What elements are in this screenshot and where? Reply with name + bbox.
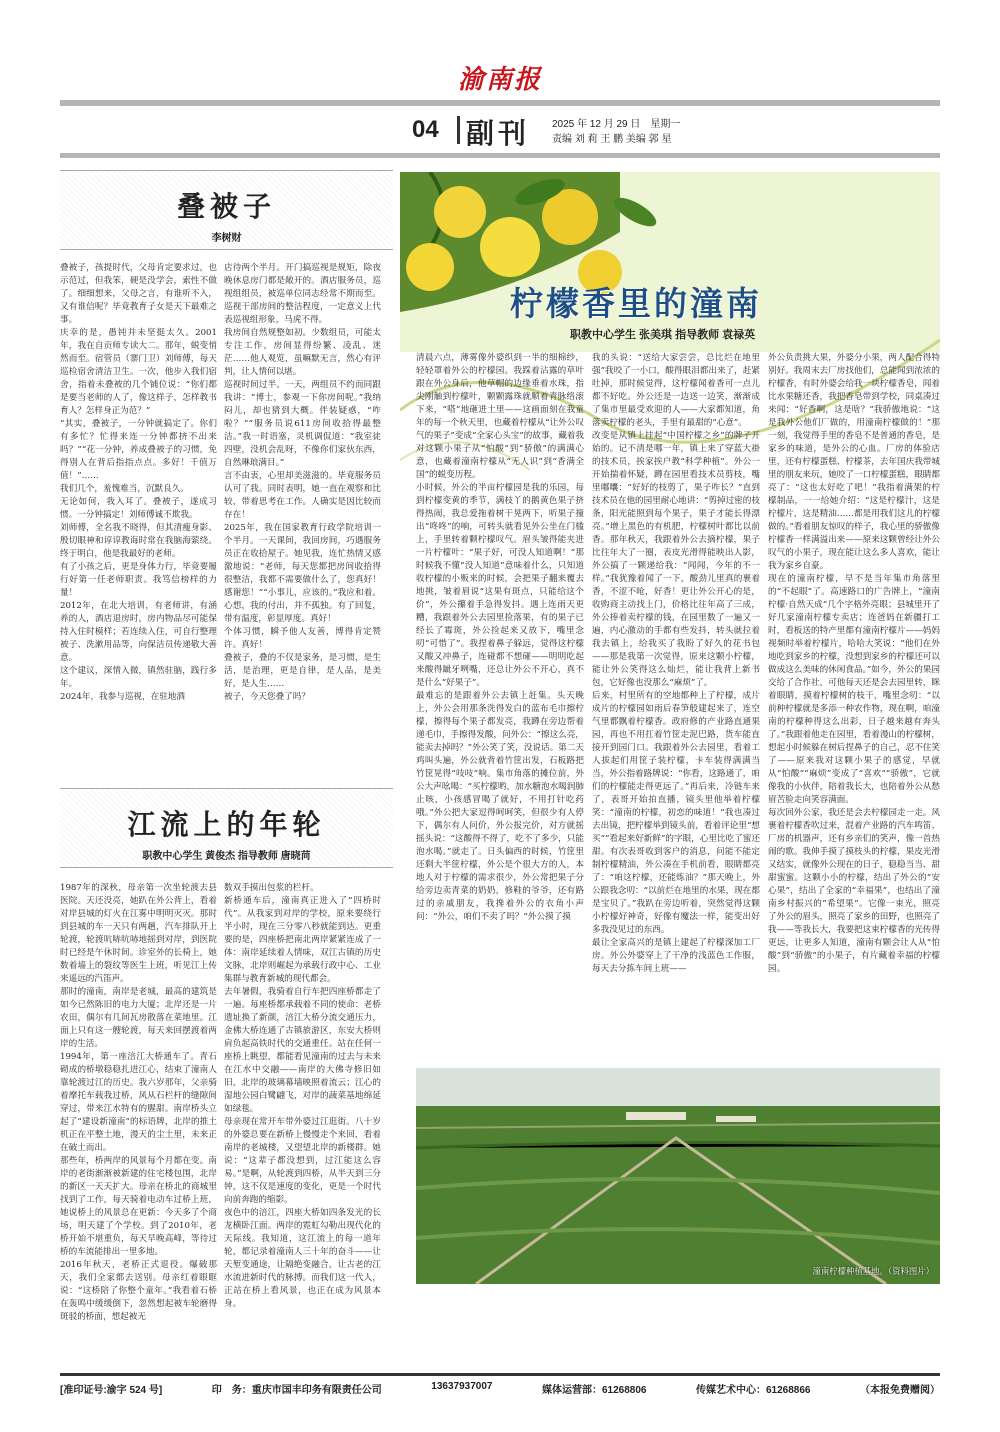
article1-title-box [60,170,393,250]
footer-media: 媒体运营部：61268806 [541,1385,647,1396]
article3-author: 职教中心学生 张美琪 指导教师 袁禄英 [570,329,756,341]
header-rule-bottom [60,153,940,158]
footer-culture: 传媒艺术中心：61268866 [695,1385,811,1396]
article3-column-1: 清晨六点，薄雾像外婆织到一半的细棉纱，轻轻罩着外公的柠檬园。我踩着沾露的草叶跟在外公身后，他草帽的边缘垂着水珠，指尖刚触到柠檬叶，颗颗露珠就顺着青脉络滚下来，“嗒”地砸进土里——这画面刻在我童年的每一个秋天里，也藏着柠檬从“让外公叹气的果子”变成“全家心头宝”的故事，藏着我对这颗小果子从“怕酸”到“骄傲”的满满心意，也藏着潼南柠檬从“无人识”到“香满全国”的蜕变历程。 小时候，外公的半亩柠檬园是我的乐园，每到柠檬变黄的季节，满枝丫的鹅黄色果子挤得热闹，我总爱拖着树干晃两下，听果子撞出“咚咚”的响，可转头就看见外公坐在门槛上，手里转着颗柠檬叹气。眉头皱得能夹进一片柠檬叶：“果子好，可没人知道啊！”那时候我不懂“没人知道”意味着什么，只知道收柠檬的小贩来的时候，会把果子翻来覆去地挑，皱着眉说“这果有斑点，只能给这个价”，外公攥着手急得发抖。遇上连雨天更糟，我跟着外公去园里捡落果，有的果子已经长了霉斑，外公捡起来又放下，嘴里念叨“可惜了”。我捏着鼻子躲远，觉得这柠檬又酸又冲鼻子，连碰都不想碰——明明吃起来酸得龇牙咧嘴，还总让外公不开心，真不是什么“好果子”。 最难忘的是跟着外公去镇上赶集。头天晚上，外公会用那条洗得发白的蓝布毛巾擦柠檬，擦得每个果子都发亮，我蹲在旁边帮着递毛巾，手擦得发酸，问外公：“擦这么亮，能卖去掉吗？”外公笑了笑，没说话。第二天鸡叫头遍，外公就背着竹筐出发，石板路把竹筐晃得“吱吱”响。集市角落的摊位前，外公大声吆喝：“买柠檬哟，加水糖泡水喝润肺止咳，小孩感冒喝了就好，不用打针吃药哦。”外公把大家逗得呵呵笑，但很少有人停下，偶尔有人问价，外公报完价，对方就摇摇头说：“这酸得不得了，吃不了多少，只能泡水喝。”就走了。日头偏西的时候，竹筐里还剩大半筐柠檬，外公是个很大方的人，本地人对于柠檬的需求很少，外公常把果子分给旁边卖青菜的奶奶，修鞋的爷爷，还有路过的亲戚朋友，我搀着外公的衣角小声问：“外公，咱们不卖了吗？”外公摸了摸 [416,353,584,922]
article2-column-2: 数双手摸出包浆的栏杆。 新桥通车后，潼南真正进入了“四桥时代”。从我家到对岸的学校，原来要绕行半小时，现在三分零八秒就能到达。更重要的是，四座桥把南北两岸紧紧连成了一体：南岸延续着人情味，双江古镇的历史文脉，北岸则崛起为承载行政中心、工业集群与教育新城的现代都会。 去年暑假，我骑着自行车把四座桥都走了一遍。每座桥都承载着不同的使命：老桥遗址换了新颜，涪江大桥分流交通压力，金佛大桥连通了古镇旅游区，东安大桥则肩负起高铁时代的交通重任。站在任何一座桥上眺望，都能看见潼南的过去与未来在江水中交融——南岸的大佛寺修旧如旧，北岸的玻璃幕墙映照着流云；江心的湿地公园白鹭翩飞，对岸的蔬菜基地绵延如绿毯。 母亲现在常开车带外婆过江逛街。八十岁的外婆总要在新桥上慢慢走个来回，看着南岸的老城楼，又望望北岸的新楼群。她说：“这辈子都没想到，过江能这么容易。”是啊，从轮渡到四桥，从半天到三分钟，这不仅是速度的变化，更是一个时代向前奔跑的缩影。 夜色中的涪江，四座大桥如四条发光的长龙横卧江面。两岸的霓虹勾勒出现代化的天际线。我知道，这江流上的每一道年轮，都记录着潼南人三十年的奋斗——让天堑变通途，让隔绝变融合，让古老的江水流进新时代的脉搏。而我们这一代人，正站在桥上看风景，也正在成为风景本身。 [224,883,381,1309]
lemon-fruit [480,217,540,277]
article1-author: 李树财 [211,233,242,244]
article2-title: 江流上的年轮 [127,808,326,841]
header-rule [60,100,940,106]
lemon-fruit [434,186,486,238]
article1-column-2: 店待两个半月。开门搞巡视是规矩，除夜晚休息房门都是敞开的。酒店服务员，巡视组组员，被巡单位同志经常不期而至。巡视干部房间的整洁程度，一定意义上代表巡视组形象，马虎不得。 我房间自然规整如初。少数组员，可能太专注工作，房间显得纷繁、凌乱、迷茫……他人观览，虽嘛默无言，然心有评判，让人情何以堪。 巡视时间过半。一天，两组员不约而同跟我讲：“博士，参观一下你房间呢。”我纳闷儿，却也猜到大概。伴装疑惑，“咋啦？”“服务员说611房间收拾得最整洁。”我一时语塞，灵机调侃道：“我室徒四壁，没机会乱呀，不像你们家伙东西，自然琳琅满目。” 言不由衷，心里却美滋滋的。毕竟服务员认可了我。同时表明，她一直在观察和比较，带着思考在工作。人确实是因比较而存在！ 2025年，我在国家教育行政学院培训一个半月。一天课间，我回房间，巧遇服务员正在收拾屋子。她见我，连忙热情又感激地说：“老师，每天您都把房间收拾得很整洁，我都不需要做什么了，您真好！感谢您！”“小事儿，应该的。”我应和着。心想，我的付出，并不孤独。有了回复，带有温度，彰显厚度。真好！ 个体习惯，瞬予他人友善，博得肯定赞许。真好！ 叠被子，叠的不仅是家务，是习惯，是生活，是治理，更是自律，是人品，是美好，是人生…… 被子，今天您叠了吗？ [224,263,381,702]
newspaper-logo: 渝南报 [457,65,542,95]
photo-caption: 潼南柠檬种植基地。（资料图片） [812,1266,934,1276]
article2-author: 职教中心学生 黄俊杰 指导教师 唐晓苘 [142,851,311,862]
footer-license: [准印证号:渝字 524 号] [60,1385,163,1396]
article2-title-box [60,788,393,868]
section-title: 副刊 [466,117,531,150]
masthead [0,60,1000,100]
footer-phone: 13637937007 [431,1381,493,1392]
article3-column-3: 外公负责挑大果，外婆分小果，两人配合得特别好。我周末去厂房找他们，总能闻到浓浓的柠檬香，有时外婆会给我一块柠檬香皂，闻着比水果糖还香，我把香皂带到学校，同桌凑过来闻：“好香啊，这是啥？”我骄傲地说：“这是我外公他们厂做的，用潼南柠檬做的！”那一刻，我觉得手里的香皂不是普通的香皂，是家乡的味道，是外公的心血。厂房的体验店里，还有柠檬蛋糕、柠檬茶，去年国庆我带城里的朋友来玩，她咬了一口柠檬蛋糕，眼睛都亮了：“这也太好吃了吧！”我指着满架的柠檬制品，一一给她介绍：“这是柠檬汁，这是柠檬片，这是精油……都是用我们这儿的柠檬做的。”看着朋友惊叹的样子，我心里的骄傲像柠檬香一样满溢出来——原来这颗曾经让外公叹气的小果子，现在能让这么多人喜欢，能让我为家乡自豪。 现在的潼南柠檬，早不是当年集市角落里的“不起眼”了。高速路口的广告牌上，“潼南柠檬·自然天成”几个字格外亮眼；县城里开了好几家潼南柠檬专卖店；连爸妈在新疆打工时，看板送的特产里都有潼南柠檬片——妈妈视频时举着柠檬片，哈哈大笑说：“他们在外地吃到家乡的柠檬，没想到家乡的柠檬还可以做成这么美味的休闲食品。”如今，外公的果园交给了合作社，可他每天还是会去园里转，眯着眼睛，摸着柠檬树的枝干，嘴里念叨：“以前种柠檬就是多添一种农作物，现在啊，咱潼南的柠檬种得这么出彩，日子越来越有奔头了。”我跟着他走在园里，看着漫山的柠檬树，想起小时候躲在树后捏鼻子的自己，忍不住笑了——原来我对这颗小果子的感觉，早就从“怕酸”“麻烦”变成了“喜欢”“骄傲”，它就像我的小伙伴，陪着我长大，也陪着外公从愁眉苦脸走向笑容满面。 每次回外公家，我还是会去柠檬园走一走。风裹着柠檬香吹过来，混着产业路的汽车鸣笛、厂房的机器声，还有乡亲们的笑声，像一首热闹的歌。我伸手摸了摸枝头的柠檬，果皮光滑又结实，就像外公现在的日子，稳稳当当、甜甜蜜蜜。这颗小小的柠檬，结出了外公的“安心果”，结出了全家的“幸福果”，也结出了潼南乡村振兴的“希望果”。它像一束光，照亮了外公的眉头，照亮了家乡的田野，也照亮了我——等我长大，我要把这束柠檬香的光传得更远，让更多人知道，潼南有颗会让人从“怕酸”到“骄傲”的小果子，有片藏着幸福的柠檬园。 [768,353,940,974]
footer [60,1381,940,1396]
editors: 责编 刘 莉 王 鹏 美编 郭 星 [552,134,672,145]
footer-printer: 印 务：重庆市国丰印务有限责任公司 [211,1385,382,1396]
article3-title: 柠檬香里的潼南 [510,284,762,323]
article3-column-2: 我的头说：“送给大家尝尝，总比烂在地里强”我咬了一小口，酸得眼泪都出来了，赶紧吐掉，那时候觉得，这柠檬闻着香可一点儿都不好吃。外公还是一边送一边笑，渐渐成了集市里最受欢迎的人——大家都知道，角落卖柠檬的老头，手里有最甜的“心意”。 改变是从镇上挂起“中国柠檬之乡”的牌子开始的。记不清是哪一年，镇上来了穿蓝大褂的技术员，挨家挨户教“科学种植”。外公一开始揣着怀疑，蹲在园里看技术员剪枝，嘴里嘟囔：“好好的枝剪了，果子咋长？”直到技术员在他的园里耐心地讲：“剪掉过密的枝条，阳光能照到每个果子，果子才能长得漂亮。”增上黑色的有机肥，柠檬树叶都比以前香。那年秋天，我跟着外公去摘柠檬，果子比往年大了一圈，表皮光滑得能映出人影，外公搞了一颗递给我：“闻闻，今年的不一样。”我犹豫着闻了一下，酸劲儿里真的裹着香，不涩不呛，好香！更让外公开心的是，收购商主动找上门，价格比往年高了三成，外公捧着卖柠檬的钱，在园里数了一遍又一遍，内心激动的手都有些发抖，转头就拉着我去镇上，给我买了我盼了好久的花书包——那是我第一次觉得，原来这颗小柠檬，能让外公笑得这么灿烂，能让我背上新书包，它好像也没那么“麻烦”了。 后来，村里所有的空地都种上了柠檬，成片成片的柠檬园如雨后春笋般建起来了，连空气里都飘着柠檬香。政府修的产业路直通果园，再也不用扛着竹筐走泥巴路，货车能直接开到园门口。我跟着外公去园里，看着工人拔起们用筐子装柠檬，卡车装得满满当当，外公指着路牌说：“你看，这路通了，咱们的柠檬能走得更远了。”再后来，冷链车来了，表哥开始拍直播，镜头里他举着柠檬笑：“潼南的柠檬，初恋的味道！”我也凑过去出镜，把柠檬举到镜头前，看着评论里“想买”“看起来好新鲜”的字眼，心里比吃了蜜还甜。有次表哥收到客户的消息，问能不能定制柠檬精油，外公凑在手机前看，眼睛都亮了：“咱这柠檬，还能炼油？”那天晚上，外公跟我念叨：“以前烂在地里的水果，现在都是宝贝了。”我趴在旁边听着，突然觉得这颗小柠檬好神奇，好像有魔法一样，能变出好多我没见过的东西。 最让全家高兴的是镇上建起了柠檬深加工厂房。外公外婆穿上了干净的浅蓝色工作服，每天去分拣车间上班—— [592,353,760,974]
issue-date: 2025 年 12 月 29 日 星期一 [552,119,681,130]
article1-title: 叠被子 [176,190,276,223]
article2-column-1: 1987年的深秋，母亲第一次坐轮渡去县医院。天还没亮，她趴在外公背上，看着对岸县城的灯火在江雾中明明灭灭。那时到县城的车一天只有两趟，汽车排队开上轮渡，轮渡吭哧吭哧地摇到对岸，到医院时已经是午休时间。诊室外的长椅上，她数着墙上的裂纹等医生上班，听见江上传来遥远的汽笛声。 那时的潼南，南岸是老城，最高的建筑是如今已然陈旧的电力大厦；北岸还是一片农田，偶尔有几间瓦房散落在菜地里。江面上只有这一艘轮渡，每天来回摆渡着两岸的生活。 1994年，第一座涪江大桥通车了。青石砌成的桥墩稳稳扎进江心，结束了潼南人靠轮渡过江的历史。我六岁那年，父亲骑着摩托车载我过桥，风从石栏杆的缝隙间穿过，带来江水特有的腥甜。南岸桥头立起了“建设新潼南”的标语牌，北岸的推土机正在平整土地，漫天的尘土里，未来正在破土而出。 那些年，桥两岸的风景每个月都在变。南岸的老街渐渐被新建的住宅楼包围，北岸的新区一天天扩大。母亲在桥北的商城里找到了工作，每天骑着电动车过桥上班，她说桥上的风景总在更新：今天多了个商场，明天建了个学校。到了2010年，老桥开始不堪重负，每天早晚高峰，等待过桥的车流能排出一里多地。 2016年秋天，老桥正式退役。爆破那天，我们全家都去送别。母亲红着眼眶说：“这桥陪了你整个童年。”我看着石桥在轰鸣中缓缓倒下，忽然想起被车轮磨得斑驳的桥面，想起被无 [60,883,217,1322]
article1-column-1: 叠被子，孩提时代，父母肯定要求过，也示范过，但我笨，硬是没学会，索性不做了。细细想来，父母之言，有谁听不入，又有谁信呢？毕竟教育子女是天下最难之事。 庆幸的是，愚钝并未坚挺太久。2001年，我在自贡师专读大二。那年，蜕变悄然而至。宿管员（寨门卫）刘师傅，每天巡检宿舍清洁卫生。一次，他步入我们宿舍，指着未叠被的几个铺位说：“你们都是要当老师的人了，像这样子，怎样教书育人？怎样身正为范？” “其实，叠被子，一分钟就搞定了。你们有多忙？忙得来连一分钟都挤不出来吗？”“花一分钟，养成叠被子的习惯，免得别人在背后指指点点。多好！千值万值！”…… 我们几个，羞愧难当，沉默良久。 无论如何，我入耳了。叠被子，遂成习惯。一分钟搞定！刘师傅诚不欺我。 刘师傅，全名我不晓得，但其清瘦身影、殷切眼神和谆谆教诲时常在我脑海萦绕。终于明白，他是我最好的老师。 有了小孩之后，更是身体力行，毕竟要履行好第一任老师职责。我笃信榜样的力量！ 2012年，在北大培训，有老师讲，有涵养的人，酒店退房时，房内物品尽可能保持入住时模样；若连续入住，可自行整理被子、洗漱用品等，向保洁员传递敬大善意。 这个建议，深情入微，镇然驻脑，践行多年。 2024年，我参与巡视，在驻地酒 [60,263,217,702]
header-divider [457,116,460,144]
footer-rule [60,1373,940,1376]
footer-free: （本报免费赠阅） [860,1385,940,1396]
lemon-fruit [406,243,454,291]
orchard-photo [416,1068,940,1284]
page-number: 04 [412,116,439,143]
